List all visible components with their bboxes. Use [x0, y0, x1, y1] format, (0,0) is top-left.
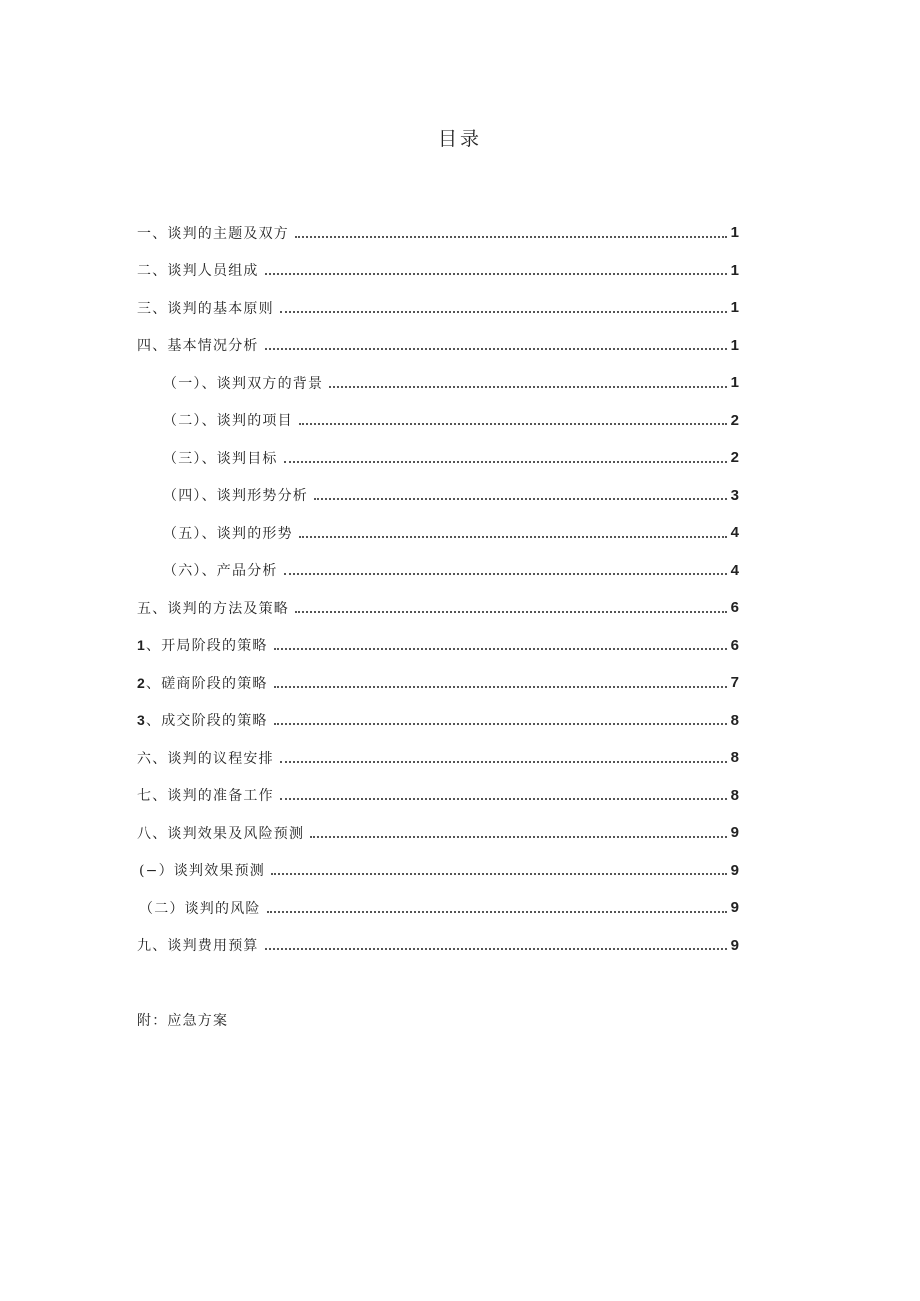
toc-entry-label: 九、谈判费用预算	[137, 938, 259, 955]
toc-dot-leader	[265, 948, 727, 950]
toc-entry-label: （二）谈判的风险	[139, 900, 261, 917]
toc-entry-page-number: 7	[730, 674, 739, 692]
toc-dot-leader	[299, 423, 727, 425]
toc-entry[interactable]	[137, 589, 739, 627]
toc-entry-page-number: 9	[730, 861, 739, 879]
toc-title: 目录	[437, 128, 482, 150]
toc-entry-page-number: 4	[730, 561, 739, 579]
toc-entry[interactable]	[137, 739, 739, 777]
toc-dot-leader	[280, 311, 727, 313]
toc-entry-page-number: 2	[730, 449, 739, 467]
toc-entry-page-number: 2	[730, 411, 739, 429]
toc-dot-leader	[274, 686, 727, 688]
toc-entry-page-number: 8	[730, 786, 739, 804]
toc-entry-page-number: 9	[730, 936, 739, 954]
toc-entry-page-number: 1	[730, 261, 739, 279]
toc-dot-leader	[265, 348, 727, 350]
toc-entry[interactable]	[137, 364, 739, 402]
toc-entry[interactable]	[137, 477, 739, 515]
toc-entry-page-number: 9	[730, 899, 739, 917]
toc-entry-label: 五、谈判的方法及策略	[137, 600, 289, 617]
toc-entry-label: （二）、谈判的项目	[163, 413, 293, 430]
toc-entry[interactable]	[137, 664, 739, 702]
toc-entry[interactable]	[137, 439, 739, 477]
toc-entry-label: 六、谈判的议程安排	[137, 750, 274, 767]
toc-entry-label: （五）、谈判的形势	[163, 525, 293, 542]
toc-entry[interactable]	[137, 814, 739, 852]
toc-entry-label: （六）、产品分析	[163, 563, 278, 580]
toc-entry-label: 1、开局阶段的策略	[137, 637, 268, 655]
toc-dot-leader	[284, 461, 727, 463]
toc-entry-label: 二、谈判人员组成	[137, 263, 259, 280]
toc-entry-page-number: 1	[730, 299, 739, 317]
toc-entry-label: 3、成交阶段的策略	[137, 712, 268, 730]
appendix-note: 附：应急方案	[137, 1013, 229, 1029]
toc-dot-leader	[280, 761, 727, 763]
toc-entry-page-number: 9	[730, 824, 739, 842]
toc-entry-label: 一、谈判的主题及双方	[137, 225, 289, 242]
toc-entry-page-number: 8	[730, 749, 739, 767]
toc-entry[interactable]	[137, 252, 739, 290]
toc-entry-label: （三）、谈判目标	[163, 450, 278, 467]
toc-entry[interactable]	[137, 777, 739, 815]
toc-entry-page-number: 6	[730, 636, 739, 654]
toc-entry[interactable]	[137, 214, 739, 252]
toc-entry-page-number: 3	[730, 486, 739, 504]
toc-entry-label: 八、谈判效果及风险预测	[137, 825, 305, 842]
toc-entry[interactable]	[137, 852, 739, 890]
toc-entry-label: 七、谈判的准备工作	[137, 788, 274, 805]
toc-entry[interactable]	[137, 327, 739, 365]
toc-entry-label: 三、谈判的基本原则	[137, 300, 274, 317]
toc-dot-leader	[280, 798, 727, 800]
toc-entry[interactable]	[137, 552, 739, 590]
toc-dot-leader	[329, 386, 726, 388]
toc-entry[interactable]	[137, 702, 739, 740]
toc-entry-page-number: 1	[730, 374, 739, 392]
toc-dot-leader	[295, 236, 727, 238]
toc-dot-leader	[265, 273, 727, 275]
toc-entry[interactable]	[137, 514, 739, 552]
toc-dot-leader	[271, 873, 727, 875]
toc-dot-leader	[310, 836, 726, 838]
table-of-contents	[137, 214, 739, 964]
toc-dot-leader	[314, 498, 727, 500]
toc-entry-label: （一）、谈判双方的背景	[163, 375, 324, 392]
toc-entry[interactable]	[137, 289, 739, 327]
toc-entry-page-number: 6	[730, 599, 739, 617]
toc-entry[interactable]	[137, 627, 739, 665]
toc-dot-leader	[284, 573, 727, 575]
toc-dot-leader	[274, 723, 727, 725]
toc-dot-leader	[295, 611, 727, 613]
toc-entry-page-number: 4	[730, 524, 739, 542]
toc-entry-page-number: 1	[730, 224, 739, 242]
toc-entry-label: 四、基本情况分析	[137, 338, 259, 355]
toc-entry-label: （四）、谈判形势分析	[163, 488, 308, 505]
toc-dot-leader	[267, 911, 727, 913]
toc-entry[interactable]	[137, 402, 739, 440]
toc-entry-label: (−）谈判效果预测	[139, 863, 265, 880]
toc-entry-page-number: 1	[730, 336, 739, 354]
toc-dot-leader	[299, 536, 727, 538]
toc-entry[interactable]	[137, 889, 739, 927]
toc-entry-label: 2、磋商阶段的策略	[137, 674, 268, 692]
toc-entry[interactable]	[137, 927, 739, 965]
toc-dot-leader	[274, 648, 727, 650]
toc-entry-page-number: 8	[730, 711, 739, 729]
